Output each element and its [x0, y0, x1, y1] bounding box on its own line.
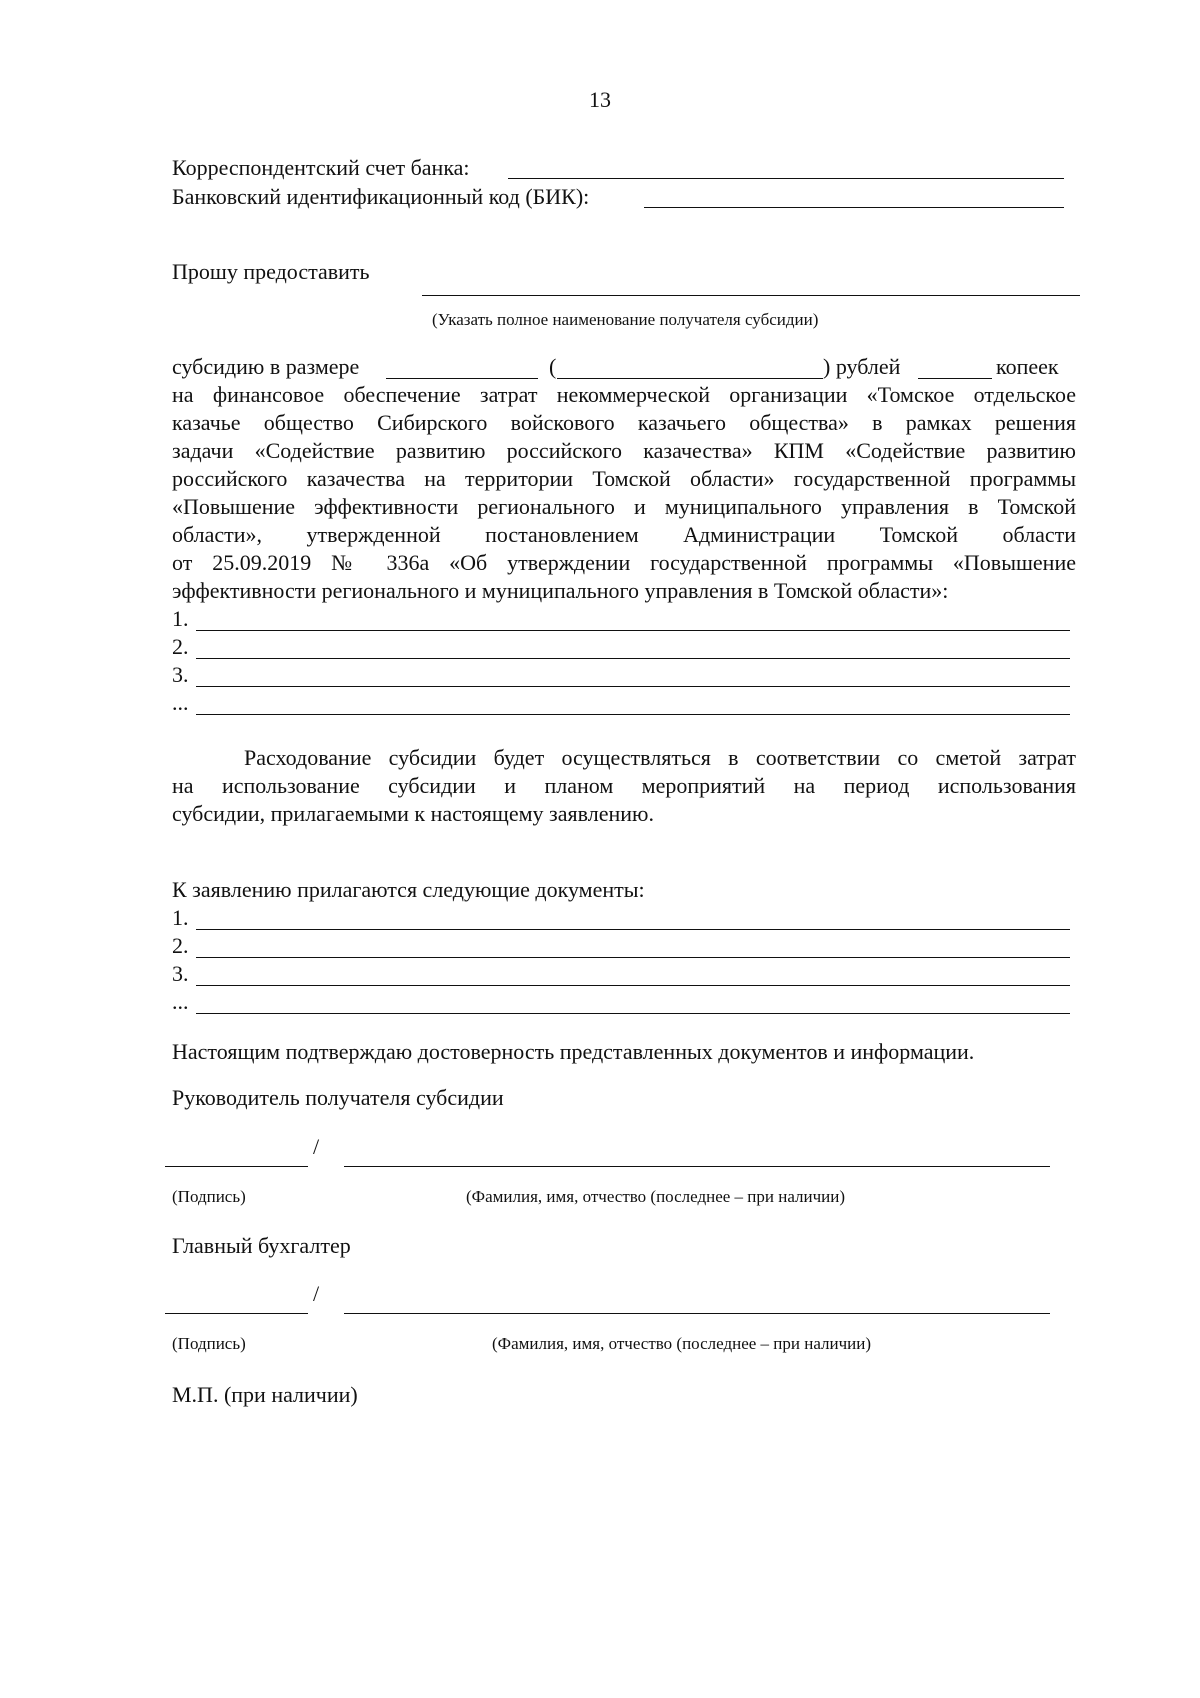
accountant-name-field[interactable]	[344, 1313, 1050, 1314]
kopecks-field[interactable]	[918, 378, 992, 379]
purpose-line: задачи «Содействие развитию российского казачества» КПМ «Содействие развитию	[172, 438, 1076, 463]
recipient-hint: (Указать полное наименование получателя субсидии)	[432, 310, 819, 329]
accountant-label: Главный бухгалтер	[172, 1233, 351, 1258]
attachment-item-field[interactable]	[196, 929, 1070, 930]
purpose-item-field[interactable]	[196, 714, 1070, 715]
spending-line: Расходование субсидии будет осуществляться в соответствии со сметой затрат	[244, 745, 1076, 770]
head-name-hint: (Фамилия, имя, отчество (последнее – при наличии)	[466, 1187, 846, 1206]
head-signature-field[interactable]	[165, 1166, 308, 1167]
recipient-name-field[interactable]	[422, 295, 1080, 296]
kopecks-label: копеек	[996, 354, 1059, 379]
spending-line: субсидии, прилагаемыми к настоящему заявлению.	[172, 801, 654, 826]
amount-prefix: субсидию в размере	[172, 354, 360, 379]
confirmation-text: Настоящим подтверждаю достоверность представленных документов и информации.	[172, 1039, 975, 1064]
head-label: Руководитель получателя субсидии	[172, 1085, 504, 1110]
spending-line: на использование субсидии и планом мероприятий на период использования	[172, 773, 1076, 798]
stamp-label: М.П. (при наличии)	[172, 1382, 358, 1407]
bik-label: Банковский идентификационный код (БИК):	[172, 184, 590, 209]
accountant-slash: /	[313, 1281, 320, 1306]
accountant-signature-field[interactable]	[165, 1313, 308, 1314]
corr-account-label: Корреспондентский счет банка:	[172, 155, 470, 180]
purpose-line: «Повышение эффективности регионального и муниципального управления в Томской	[172, 494, 1076, 519]
attachment-item-field[interactable]	[196, 985, 1070, 986]
attachments-label: К заявлению прилагаются следующие документы:	[172, 877, 645, 902]
request-label: Прошу предоставить	[172, 259, 370, 284]
amount-words-field[interactable]	[557, 378, 823, 379]
attachment-item-field[interactable]	[196, 957, 1070, 958]
attachment-item-number: ...	[172, 989, 189, 1014]
purpose-line: на финансовое обеспечение затрат некоммерческой организации «Томское отдельское	[172, 382, 1076, 407]
purpose-item-field[interactable]	[196, 630, 1070, 631]
attachment-item-number: 2.	[172, 933, 189, 958]
head-slash: /	[313, 1134, 320, 1159]
purpose-line: российского казачества на территории Томской области» государственной программы	[172, 466, 1076, 491]
attachment-item-number: 3.	[172, 961, 189, 986]
purpose-item-field[interactable]	[196, 658, 1070, 659]
purpose-line: казачье общество Сибирского войскового казачьего общества» в рамках решения	[172, 410, 1076, 435]
amount-field[interactable]	[386, 378, 538, 379]
accountant-signature-hint: (Подпись)	[172, 1334, 246, 1353]
purpose-line: от 25.09.2019 № 336а «Об утверждении государственной программы «Повышение	[172, 550, 1076, 575]
page-number: 13	[589, 87, 611, 112]
head-name-field[interactable]	[344, 1166, 1050, 1167]
purpose-line: эффективности регионального и муниципального управления в Томской области»:	[172, 578, 949, 603]
attachment-item-number: 1.	[172, 905, 189, 930]
bik-field[interactable]	[644, 207, 1064, 208]
head-signature-hint: (Подпись)	[172, 1187, 246, 1206]
purpose-item-number: 3.	[172, 662, 189, 687]
accountant-name-hint: (Фамилия, имя, отчество (последнее – при наличии)	[492, 1334, 872, 1353]
open-paren: (	[549, 354, 557, 379]
rubles-label: ) рублей	[823, 354, 901, 379]
purpose-line: области», утвержденной постановлением Администрации Томской области	[172, 522, 1076, 547]
purpose-item-field[interactable]	[196, 686, 1070, 687]
corr-account-field[interactable]	[508, 178, 1064, 179]
purpose-item-number: 2.	[172, 634, 189, 659]
purpose-item-number: 1.	[172, 606, 189, 631]
purpose-item-number: ...	[172, 690, 189, 715]
attachment-item-field[interactable]	[196, 1013, 1070, 1014]
